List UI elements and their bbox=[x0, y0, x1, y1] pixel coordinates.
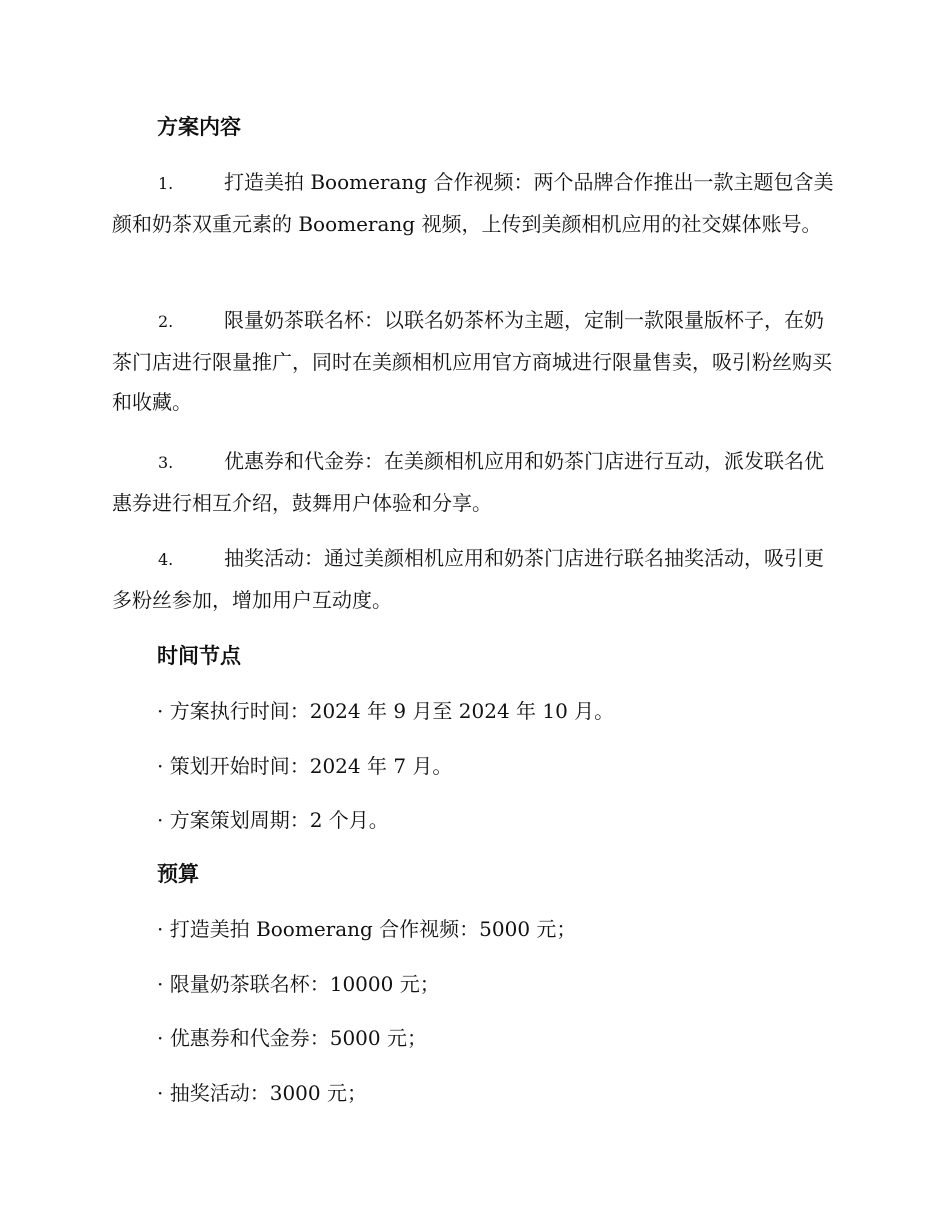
item-text: 限量奶茶联名杯：以联名奶茶杯为主题，定制一款限量版杯子，在奶茶门店进行限量推广，同时在美颜相机应用官方商城进行限量售卖，吸引粉丝购买和收藏。 bbox=[112, 308, 832, 414]
content-item-2 bbox=[112, 300, 836, 422]
item-number: 1. bbox=[158, 174, 174, 193]
content-item-4 bbox=[112, 538, 836, 620]
budget-item: · 打造美拍 Boomerang 合作视频：5000 元； bbox=[157, 917, 577, 941]
section-heading-timeline: 时间节点 bbox=[157, 644, 241, 668]
timeline-item: · 策划开始时间：2024 年 7 月。 bbox=[157, 754, 453, 778]
budget-item: · 限量奶茶联名杯：10000 元； bbox=[157, 972, 440, 996]
timeline-item: · 方案执行时间：2024 年 9 月至 2024 年 10 月。 bbox=[157, 699, 615, 723]
budget-item: · 优惠券和代金券：5000 元； bbox=[157, 1026, 427, 1050]
content-item-1 bbox=[112, 162, 836, 244]
item-number: 3. bbox=[158, 453, 174, 472]
item-number: 4. bbox=[158, 550, 174, 569]
budget-item: · 抽奖活动：3000 元； bbox=[157, 1081, 367, 1105]
item-text: 打造美拍 Boomerang 合作视频：两个品牌合作推出一款主题包含美颜和奶茶双重元素的 Boomerang 视频，上传到美颜相机应用的社交媒体账号。 bbox=[112, 170, 834, 236]
item-text: 优惠券和代金券：在美颜相机应用和奶茶门店进行互动，派发联名优惠券进行相互介绍，鼓舞用户体验和分享。 bbox=[112, 449, 824, 515]
timeline-item: · 方案策划周期：2 个月。 bbox=[157, 808, 389, 832]
section-heading-budget: 预算 bbox=[157, 862, 199, 886]
content-item-3 bbox=[112, 441, 836, 523]
item-number: 2. bbox=[158, 312, 174, 331]
item-text: 抽奖活动：通过美颜相机应用和奶茶门店进行联名抽奖活动，吸引更多粉丝参加，增加用户互动度。 bbox=[112, 546, 824, 612]
section-heading-content: 方案内容 bbox=[157, 115, 241, 139]
